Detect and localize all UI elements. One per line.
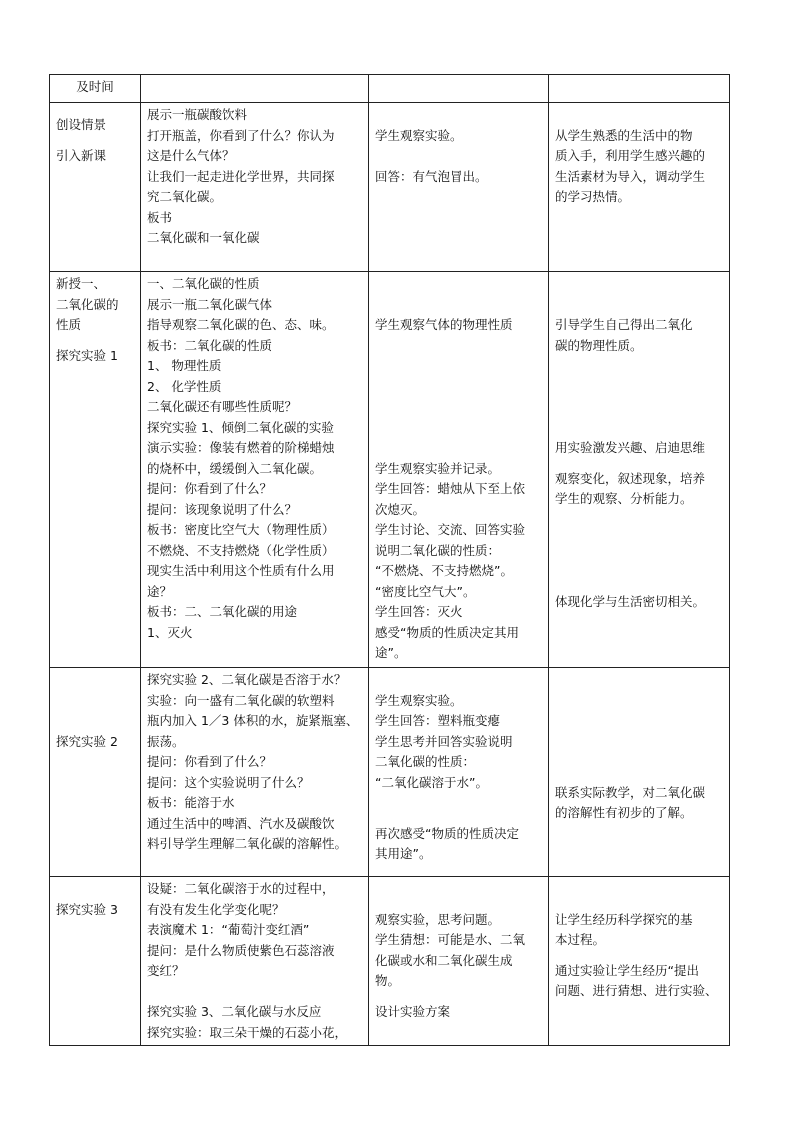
text-line: 碳的物理性质。 (555, 337, 643, 353)
text-line: 学生回答：塑料瓶变瘪 (375, 713, 501, 728)
text-line: 学生猜想：可能是水、二氧 (375, 932, 526, 947)
text-line: “密度比空气大”。 (375, 583, 476, 599)
table-row (50, 877, 730, 1046)
stage-cell (50, 668, 141, 877)
text-line: 二氧化碳还有哪些性质呢？ (147, 399, 298, 414)
text-line: 学生观察实验并记录。 (375, 460, 501, 476)
stage-cell (50, 75, 141, 103)
text-line: 生活素材为导入，调动学生 (555, 168, 706, 184)
text-line: 2、 化学性质 (147, 378, 222, 394)
table-row (50, 272, 730, 668)
text-line: 途”。 (375, 645, 407, 660)
text-line: 联系实际教学，对二氧化碳 (555, 784, 706, 800)
text-line: 次熄灭。 (375, 501, 426, 517)
stage-label: 引入新课 (56, 147, 107, 163)
text-line: 物。 (375, 973, 401, 988)
text-line: 探究实验 3、二氧化碳与水反应 (147, 1004, 322, 1019)
student-activity-cell (369, 272, 549, 668)
student-activity-cell (369, 103, 549, 272)
text-line: 探究实验 2、二氧化碳是否溶于水？ (147, 672, 347, 687)
text-line: 其用途”。 (375, 846, 432, 861)
text-line: 打开瓶盖，你看到了什么？你认为 (147, 127, 335, 143)
text-line: 途？ (147, 583, 173, 599)
stage-label: 二氧化碳的 (56, 296, 119, 312)
text-line: 这是什么气体？ (147, 148, 235, 163)
text-line: 学生观察实验。 (375, 692, 463, 708)
text-line: “不燃烧、不支持燃烧”。 (375, 563, 513, 578)
text-line: 的烧杯中，缓缓倒入二氧化碳。 (147, 460, 323, 476)
text-line: 学生回答：灭火 (375, 604, 463, 619)
stage-cell (50, 103, 141, 272)
text-line: 表演魔术 1：“葡萄汁变红酒” (147, 922, 310, 937)
stage-label: 新授一、 (56, 276, 107, 291)
text-line: 通过生活中的啤酒、汽水及碳酸饮 (147, 815, 335, 831)
text-line: 提问：你看到了什么？ (147, 754, 273, 769)
table-row (50, 103, 730, 272)
text-line: 瓶内加入 1／3 体积的水，旋紧瓶塞、 (147, 713, 359, 728)
design-intent-cell (549, 272, 730, 668)
text-line: 学生回答：蜡烛从下至上依 (375, 481, 526, 496)
stage-label: 及时间 (76, 79, 114, 94)
design-intent-cell (549, 103, 730, 272)
student-activity-cell (369, 75, 549, 103)
text-line: 学生的观察、分析能力。 (555, 491, 693, 506)
text-line: 的学习热情。 (555, 189, 631, 204)
teacher-activity-cell (141, 272, 369, 668)
text-line: 引导学生自己得出二氧化 (555, 317, 693, 332)
text-line: 从学生熟悉的生活中的物 (555, 127, 693, 143)
text-line: 提问：是什么物质使紫色石蕊溶液 (147, 942, 335, 958)
text-line: 再次感受“物质的性质决定 (375, 825, 519, 841)
text-line: 板书 (147, 209, 173, 225)
design-intent-cell (549, 75, 730, 103)
text-line: 说明二氧化碳的性质： (375, 542, 501, 558)
text-line: 问题、进行猜想、进行实验、 (555, 983, 718, 998)
stage-cell (50, 877, 141, 1046)
design-intent-cell (549, 877, 730, 1046)
text-line: 板书：二、二氧化碳的用途 (147, 604, 298, 619)
stage-label: 探究实验 2 (56, 733, 118, 749)
teacher-activity-cell (141, 668, 369, 877)
text-line: 设疑：二氧化碳溶于水的过程中， (147, 881, 335, 896)
text-line: 学生思考并回答实验说明 (375, 733, 513, 749)
text-line: 展示一瓶二氧化碳气体 (147, 296, 273, 312)
student-activity-cell (369, 877, 549, 1046)
text-line: 板书：密度比空气大（物理性质） (147, 522, 335, 537)
text-line: 1、 物理性质 (147, 358, 222, 373)
text-line: 不燃烧、不支持燃烧（化学性质） (147, 542, 335, 558)
text-line: 学生讨论、交流、回答实验 (375, 522, 526, 537)
stage-cell (50, 272, 141, 668)
text-line: 究二氧化碳。 (147, 189, 223, 204)
text-line: 板书：二氧化碳的性质 (147, 337, 273, 353)
text-line: 1、灭火 (147, 624, 193, 640)
text-line: 本过程。 (555, 932, 606, 947)
stage-label: 探究实验 3 (56, 901, 118, 917)
text-line: 观察实验，思考问题。 (375, 911, 501, 927)
teacher-activity-cell (141, 877, 369, 1046)
text-line: 探究实验 1、倾倒二氧化碳的实验 (147, 419, 334, 435)
text-line: 一、二氧化碳的性质 (147, 276, 260, 291)
text-line: 化碳或水和二氧化碳生成 (375, 952, 513, 968)
text-line: 演示实验：像装有燃着的阶梯蜡烛 (147, 440, 335, 455)
text-line: 通过实验让学生经历“提出 (555, 962, 699, 978)
text-line: “二氧化碳溶于水”。 (375, 774, 488, 790)
text-line: 探究实验：取三朵干燥的石蕊小花， (147, 1024, 348, 1040)
text-line: 让我们一起走进化学世界，共同探 (147, 168, 335, 184)
stage-label: 创设情景 (56, 117, 107, 132)
text-line: 感受“物质的性质决定其用 (375, 624, 519, 640)
text-line: 振荡。 (147, 733, 185, 749)
text-line: 二氧化碳和一氧化碳 (147, 230, 260, 245)
text-line: 观察变化，叙述现象，培养 (555, 470, 706, 486)
design-intent-cell (549, 668, 730, 877)
lesson-plan-table (49, 74, 730, 1046)
text-line: 回答：有气泡冒出。 (375, 168, 488, 184)
text-line: 的溶解性有初步的了解。 (555, 805, 693, 820)
text-line: 设计实验方案 (375, 1003, 451, 1019)
teacher-activity-cell (141, 75, 369, 103)
teacher-activity-cell (141, 103, 369, 272)
text-line: 提问：你看到了什么？ (147, 481, 273, 496)
table-row (50, 75, 730, 103)
text-line: 变红？ (147, 963, 185, 978)
text-line: 让学生经历科学探究的基 (555, 911, 693, 927)
text-line: 实验：向一盛有二氧化碳的软塑料 (147, 692, 335, 708)
text-line: 学生观察气体的物理性质 (375, 317, 513, 332)
table-row (50, 668, 730, 877)
student-activity-cell (369, 668, 549, 877)
text-line: 指导观察二氧化碳的色、态、味。 (147, 317, 335, 332)
text-line: 提问：该现象说明了什么？ (147, 501, 298, 517)
text-line: 质入手，利用学生感兴趣的 (555, 148, 706, 163)
text-line: 展示一瓶碳酸饮料 (147, 107, 248, 122)
text-line: 学生观察实验。 (375, 127, 463, 143)
text-line: 体现化学与生活密切相关。 (555, 593, 706, 609)
text-line: 提问：这个实验说明了什么？ (147, 774, 310, 790)
text-line: 现实生活中利用这个性质有什么用 (147, 563, 335, 578)
text-line: 板书：能溶于水 (147, 795, 235, 810)
text-line: 料引导学生理解二氧化碳的溶解性。 (147, 836, 348, 851)
stage-label: 探究实验 1 (56, 347, 118, 363)
text-line: 用实验激发兴趣、启迪思维 (555, 440, 706, 455)
stage-label: 性质 (56, 317, 82, 332)
text-line: 有没有发生化学变化呢？ (147, 901, 285, 917)
text-line: 二氧化碳的性质： (375, 754, 476, 769)
